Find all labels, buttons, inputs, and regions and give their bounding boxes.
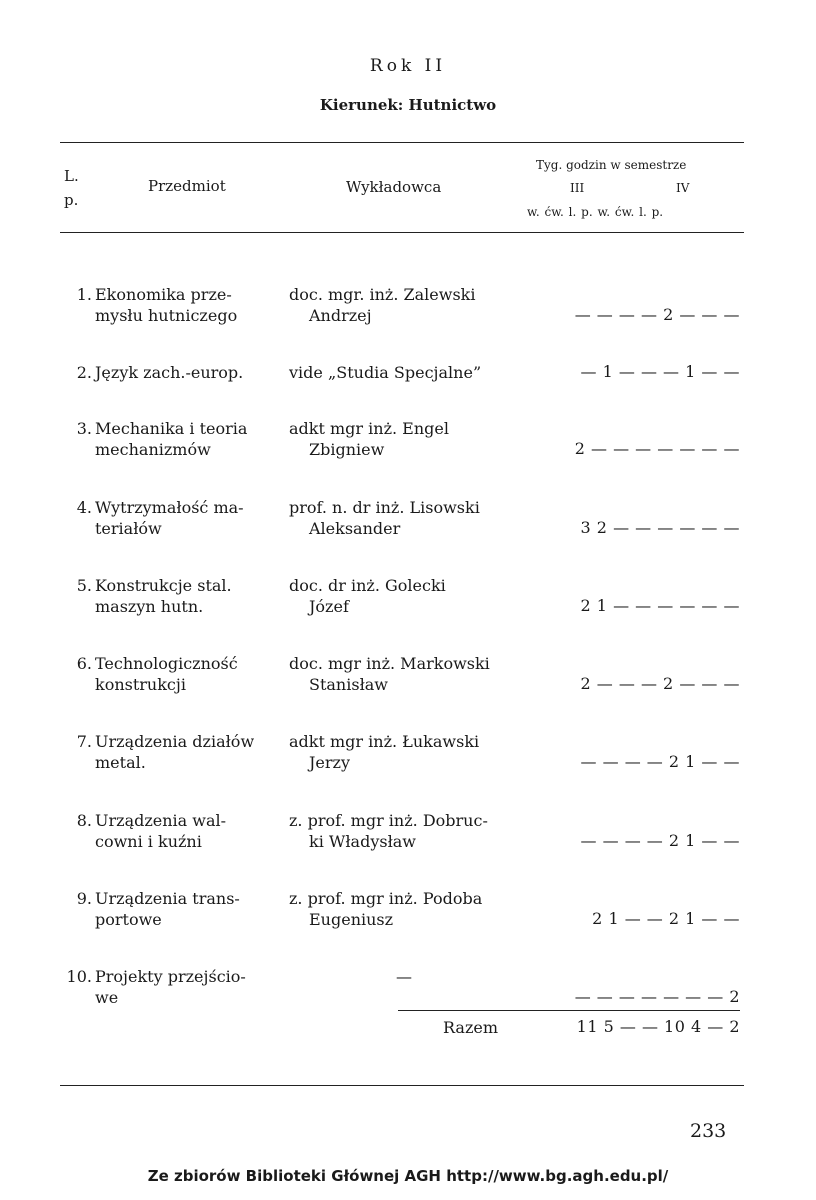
row-lecturer-line: doc. mgr inż. Markowski: [289, 654, 490, 673]
header-lp-line1: L.: [64, 167, 79, 185]
row-lecturer: [289, 284, 475, 326]
row-subject-line: mechanizmów: [95, 440, 211, 459]
row-hours: — — — — — — — 2: [574, 987, 740, 1006]
row-subject-line: Technologiczność: [95, 654, 238, 673]
row-hours: — — — — 2 — — —: [574, 305, 740, 324]
row-subject-line: Urządzenia wal-: [95, 811, 227, 830]
row-lecturer-line: Eugeniusz: [309, 910, 394, 929]
row-number: 6.: [76, 654, 92, 673]
row-lecturer-line: prof. n. dr inż. Lisowski: [289, 498, 480, 517]
table-bottom-rule: [60, 1085, 744, 1086]
row-subject: [95, 966, 246, 1008]
row-subject: [95, 731, 254, 773]
row-subject: [95, 497, 244, 539]
row-number: 10.: [66, 967, 92, 986]
row-lecturer-line: adkt mgr inż. Łukawski: [289, 732, 480, 751]
row-hours: — 1 — — — 1 — —: [580, 362, 740, 381]
table-top-rule: [60, 142, 744, 143]
header-semester-4: IV: [676, 181, 690, 195]
row-subject-line: metal.: [95, 753, 146, 772]
row-lecturer: [289, 362, 481, 383]
row-subject: [95, 284, 237, 326]
direction-heading: Kierunek: Hutnictwo: [319, 96, 497, 114]
row-lecturer-line: z. prof. mgr inż. Dobruc-: [289, 811, 488, 830]
row-number: 9.: [76, 889, 92, 908]
row-lecturer-line: doc. mgr. inż. Zalewski: [289, 285, 476, 304]
row-lecturer-line: —: [396, 967, 412, 986]
row-lecturer-line: Aleksander: [309, 519, 401, 538]
row-subject: [95, 362, 243, 383]
total-label: Razem: [443, 1018, 499, 1037]
row-lecturer-line: Józef: [309, 597, 349, 616]
row-subject: [95, 575, 232, 617]
row-lecturer-line: Andrzej: [309, 306, 372, 325]
header-lp-line2: p.: [64, 191, 79, 209]
row-number: 3.: [76, 419, 92, 438]
row-subject-line: Ekonomika prze-: [95, 285, 232, 304]
row-hours: 2 1 — — 2 1 — —: [592, 909, 740, 928]
header-hours: Tyg. godzin w semestrze: [536, 158, 687, 172]
header-semester-3: III: [570, 181, 585, 195]
row-subject: [95, 418, 247, 460]
total-values: 11 5 — — 10 4 — 2: [576, 1017, 740, 1036]
row-subject: [95, 888, 240, 930]
row-subject-line: konstrukcji: [95, 675, 186, 694]
row-hours: 2 — — — 2 — — —: [580, 674, 740, 693]
row-number: 7.: [76, 732, 92, 751]
row-subject: [95, 810, 226, 852]
row-lecturer: [289, 888, 482, 930]
row-lecturer: [289, 575, 446, 617]
total-rule: [398, 1010, 740, 1011]
row-subject-line: portowe: [95, 910, 162, 929]
table-header-rule: [60, 232, 744, 233]
row-hours: — — — — 2 1 — —: [580, 752, 740, 771]
row-lecturer: [289, 731, 479, 773]
header-hour-types: w. ćw. l. p. w. ćw. l. p.: [527, 205, 664, 219]
row-hours: 2 1 — — — — — —: [580, 596, 740, 615]
row-number: 8.: [76, 811, 92, 830]
row-subject: [95, 653, 238, 695]
row-subject-line: Konstrukcje stal.: [95, 576, 232, 595]
row-lecturer: [289, 497, 480, 539]
row-lecturer: [289, 418, 449, 460]
row-hours: — — — — 2 1 — —: [580, 831, 740, 850]
row-subject-line: Projekty przejścio-: [95, 967, 246, 986]
row-subject-line: teriałów: [95, 519, 162, 538]
row-lecturer: [289, 653, 490, 695]
row-lecturer: [289, 810, 488, 852]
row-number: 5.: [76, 576, 92, 595]
row-lecturer-line: adkt mgr inż. Engel: [289, 419, 449, 438]
row-subject-line: Mechanika i teoria: [95, 419, 248, 438]
row-subject-line: cowni i kuźni: [95, 832, 202, 851]
row-subject-line: mysłu hutniczego: [95, 306, 238, 325]
row-lecturer-line: vide „Studia Specjalne”: [289, 363, 482, 382]
row-lecturer-line: Zbigniew: [309, 440, 385, 459]
row-hours: 3 2 — — — — — —: [580, 518, 740, 537]
row-subject-line: Urządzenia trans-: [95, 889, 240, 908]
row-subject-line: Urządzenia działów: [95, 732, 255, 751]
library-footer: Ze zbiorów Biblioteki Głównej AGH http://www.bg.agh.edu.pl/: [147, 1167, 669, 1185]
page-year-heading: Rok II: [369, 56, 447, 76]
row-number: 4.: [76, 498, 92, 517]
header-subject: Przedmiot: [148, 177, 226, 195]
row-subject-line: Wytrzymałość ma-: [95, 498, 244, 517]
row-lecturer-line: z. prof. mgr inż. Podoba: [289, 889, 483, 908]
row-subject-line: maszyn hutn.: [95, 597, 204, 616]
page-number: 233: [690, 1120, 727, 1142]
row-subject-line: we: [95, 988, 119, 1007]
row-lecturer-line: ki Władysław: [309, 832, 416, 851]
row-lecturer-line: Stanisław: [309, 675, 388, 694]
header-lecturer: Wykładowca: [346, 178, 442, 196]
row-subject-line: Język zach.-europ.: [95, 363, 244, 382]
header-lp: [64, 164, 79, 212]
row-hours: 2 — — — — — — —: [574, 439, 740, 458]
row-lecturer: [396, 966, 412, 987]
row-number: 1.: [76, 285, 92, 304]
row-lecturer-line: Jerzy: [309, 753, 350, 772]
row-lecturer-line: doc. dr inż. Golecki: [289, 576, 446, 595]
row-number: 2.: [76, 363, 92, 382]
